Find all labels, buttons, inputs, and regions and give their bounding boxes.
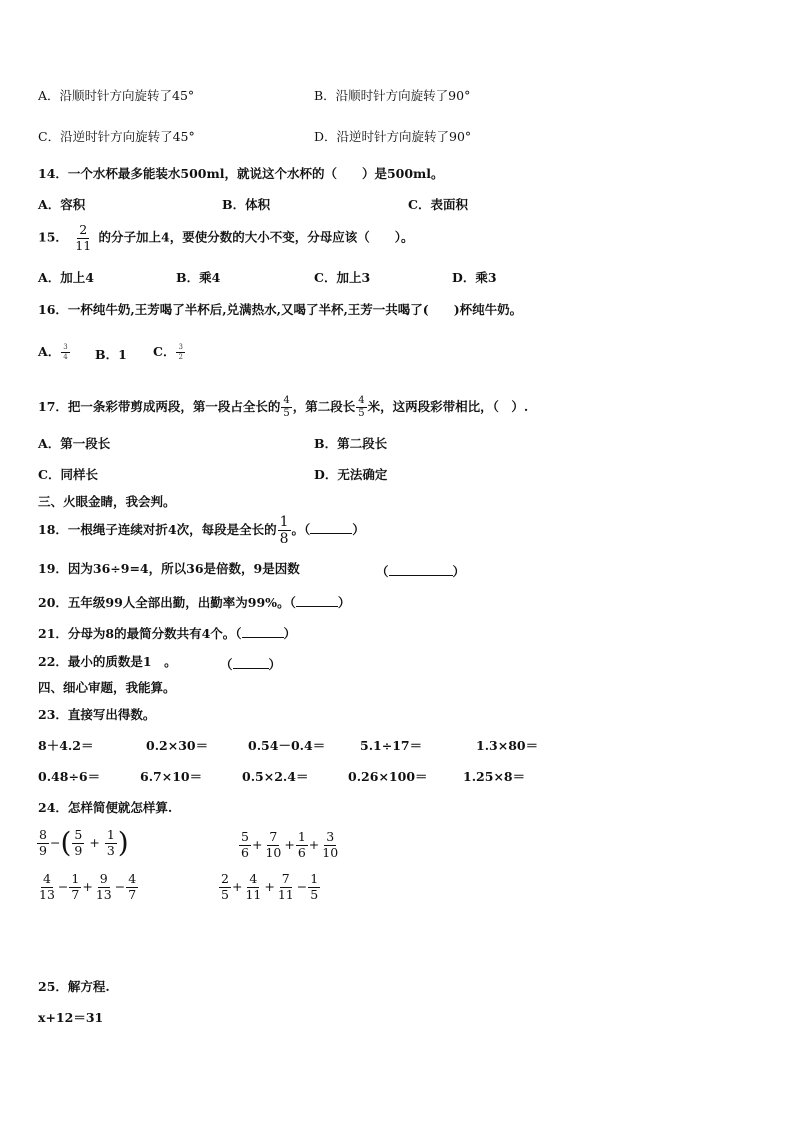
numerator: 3	[326, 829, 335, 844]
q16-a-numerator: 3	[63, 343, 68, 351]
q15-stem	[38, 224, 413, 252]
q17-mid: ，第二段长	[292, 399, 356, 414]
q14-option-c[interactable]: C．表面积	[408, 197, 468, 212]
q23-item: 8＋4.2＝	[38, 738, 94, 753]
q16-option-a[interactable]	[38, 344, 71, 361]
q17-option-c[interactable]: C．同样长	[38, 467, 98, 482]
operator: +	[264, 878, 275, 894]
numerator: 1	[106, 827, 115, 842]
q15-number: 15．	[38, 229, 68, 245]
q17-option-a[interactable]: A．第一段长	[38, 436, 111, 451]
q18-stem	[38, 515, 365, 546]
operator: +	[284, 836, 295, 852]
q13-option-d-text: D．沿逆时针方向旋转了90°	[314, 129, 472, 144]
operator: −	[49, 834, 61, 850]
q17-fraction-2	[356, 396, 366, 419]
q17-f2-numerator: 4	[358, 395, 365, 406]
q18-numerator: 1	[279, 514, 289, 530]
q18-answer-blank[interactable]	[310, 521, 352, 534]
q17-post: 米，这两段彩带相比，（ ）.	[367, 399, 529, 414]
q21-close: ）	[283, 626, 297, 641]
q18-fraction	[278, 515, 291, 546]
q23-item: 0.5×2.4＝	[242, 769, 309, 784]
denominator: 11	[245, 886, 262, 902]
q24-stem: 24．怎样简便就怎样算.	[38, 800, 173, 815]
q21-answer-blank[interactable]	[242, 625, 284, 638]
q22-answer-blank[interactable]	[233, 656, 269, 669]
q15-option-b[interactable]: B．乘4	[176, 270, 221, 285]
numerator: 4	[42, 871, 51, 886]
operator: −	[57, 878, 69, 894]
operator: −	[114, 878, 126, 894]
right-paren: )	[117, 826, 129, 859]
numerator: 1	[310, 871, 319, 886]
q20-stem	[38, 594, 350, 610]
q24-e1-frac-c	[105, 829, 117, 857]
q17-option-b[interactable]: B．第二段长	[314, 436, 388, 451]
q13-option-d[interactable]	[314, 131, 471, 144]
section-4-heading: 四、细心审题，我能算。	[38, 680, 176, 695]
q24-e3-frac-d	[126, 873, 138, 901]
q20-answer-blank[interactable]	[296, 594, 338, 607]
numerator: 4	[128, 871, 137, 886]
q13-option-a[interactable]	[38, 90, 194, 103]
q23-item: 0.54－0.4＝	[248, 738, 326, 753]
q23-item: 1.25×8＝	[463, 769, 526, 784]
denominator: 10	[265, 844, 282, 860]
q25-stem: 25．解方程.	[38, 979, 110, 994]
q18-pre: 18．一根绳子连续对折4次，每段是全长的	[38, 522, 277, 537]
q15-frac-numerator: 2	[79, 222, 88, 237]
q23-item: 0.26×100＝	[348, 769, 428, 784]
operator: +	[308, 836, 320, 852]
q24-e4-frac-d	[308, 873, 320, 901]
q24-e2-frac-b	[263, 831, 283, 859]
q16-option-b[interactable]: B．1	[95, 347, 127, 362]
numerator: 5	[241, 829, 249, 844]
denominator: 3	[106, 842, 115, 858]
denominator: 10	[322, 844, 339, 860]
q14-option-b[interactable]: B．体积	[222, 197, 271, 212]
denominator: 6	[297, 844, 306, 860]
q18-post: 。（	[291, 522, 311, 537]
q20-text: 20．五年级99人全部出勤，出勤率为99%。（	[38, 595, 296, 610]
operator: +	[231, 878, 243, 894]
q23-item: 1.3×80＝	[476, 738, 539, 753]
q24-e3-frac-a	[37, 873, 57, 901]
q17-f2-denominator: 5	[358, 408, 365, 419]
denominator: 7	[128, 886, 137, 902]
q21-stem	[38, 625, 296, 641]
numerator: 4	[249, 871, 258, 886]
q17-pre: 17．把一条彩带剪成两段，第一段占全长的	[38, 399, 281, 414]
q18-denominator: 8	[279, 531, 289, 547]
q21-text: 21．分母为8的最简分数共有4个。（	[38, 626, 242, 641]
q23-item: 0.48÷6＝	[38, 769, 101, 784]
q15-option-d[interactable]: D．乘3	[452, 270, 497, 285]
q24-e2-frac-d	[320, 831, 340, 859]
q15-frac-denominator: 11	[75, 237, 92, 253]
q23-item: 6.7×10＝	[140, 769, 203, 784]
denominator: 5	[310, 886, 319, 902]
q24-e3-frac-b	[69, 873, 81, 901]
q19-answer-blank[interactable]	[389, 563, 453, 576]
denominator: 7	[71, 886, 80, 902]
q24-expression-3	[36, 873, 139, 901]
q19-close: ）	[452, 564, 466, 579]
q23-item: 0.2×30＝	[146, 738, 209, 753]
q17-option-d[interactable]: D．无法确定	[314, 467, 388, 482]
q17-stem	[38, 396, 528, 419]
denominator: 9	[74, 842, 83, 858]
numerator: 2	[221, 871, 229, 886]
q23-item: 5.1÷17＝	[360, 738, 423, 753]
numerator: 7	[269, 829, 278, 844]
q15-option-a[interactable]: A．加上4	[38, 270, 94, 285]
denominator: 13	[39, 886, 55, 902]
q24-e2-frac-c	[296, 831, 308, 859]
q20-close: ）	[337, 595, 351, 610]
q24-e1-frac-b	[72, 829, 84, 857]
q16-stem: 16．一杯纯牛奶,王芳喝了半杯后,兑满热水,又喝了半杯,王芳一共喝了( )杯纯牛奶。	[38, 302, 523, 317]
q22-open: （	[220, 657, 233, 672]
q24-e3-frac-c	[94, 873, 114, 901]
q16-c-denominator: 2	[178, 353, 183, 361]
q13-option-b[interactable]	[314, 90, 470, 103]
denominator: 5	[221, 886, 229, 902]
q22-answer	[220, 656, 281, 672]
q25-equation-1: x+12＝31	[38, 1010, 104, 1025]
q15-fraction	[73, 224, 93, 252]
q14-stem: 14．一个水杯最多能装水500ml，就说这个水杯的（ ）是500ml。	[38, 166, 444, 181]
numerator: 1	[71, 871, 80, 886]
q16-a-denominator: 4	[63, 353, 68, 361]
q19-open: （	[376, 564, 389, 579]
operator: +	[251, 836, 263, 852]
q24-e4-frac-c	[276, 873, 296, 901]
q16-option-a-fraction	[61, 344, 69, 361]
section-3-heading: 三、火眼金睛，我会判。	[38, 494, 176, 509]
numerator: 9	[99, 871, 108, 886]
q17-f1-numerator: 4	[283, 395, 290, 406]
q18-close: ）	[352, 522, 365, 537]
q16-option-a-label: A．	[38, 344, 61, 359]
q13-option-b-text: B．沿顺时针方向旋转了90°	[314, 88, 471, 103]
denominator: 9	[39, 842, 47, 858]
q16-c-numerator: 3	[178, 343, 183, 351]
operator: −	[296, 878, 308, 894]
q24-e2-frac-a	[239, 831, 251, 859]
q22-close: ）	[268, 657, 282, 672]
q15-rest: 的分子加上4，要使分数的大小不变，分母应该（ ）。	[98, 229, 414, 245]
numerator: 8	[39, 827, 47, 842]
q24-e1-frac-a	[37, 829, 49, 857]
q15-option-c[interactable]: C．加上3	[314, 270, 371, 285]
q24-expression-1	[36, 826, 129, 859]
numerator: 7	[281, 871, 290, 886]
numerator: 5	[74, 827, 83, 842]
q16-option-c-fraction	[176, 344, 184, 361]
operator: +	[82, 878, 93, 894]
q14-option-a[interactable]: A．容积	[38, 197, 86, 212]
left-paren: (	[60, 826, 72, 859]
q13-option-c-text: C．沿逆时针方向旋转了45°	[38, 129, 195, 144]
q24-e4-frac-b	[243, 873, 263, 901]
q19-stem: 19．因为36÷9=4，所以36是倍数，9是因数	[38, 561, 300, 576]
q24-e4-frac-a	[219, 873, 231, 901]
q13-option-c[interactable]	[38, 131, 195, 144]
q24-expression-4	[218, 873, 321, 901]
denominator: 13	[95, 886, 112, 902]
q24-expression-2	[238, 831, 341, 859]
q17-fraction-1	[281, 396, 291, 419]
operator: +	[89, 834, 100, 850]
q23-stem: 23．直接写出得数。	[38, 707, 156, 722]
q16-option-c-label: C．	[153, 344, 176, 359]
numerator: 1	[297, 829, 306, 844]
q17-f1-denominator: 5	[283, 408, 290, 419]
denominator: 6	[241, 844, 249, 860]
q13-option-a-text: A．沿顺时针方向旋转了45°	[38, 88, 195, 103]
q22-stem: 22．最小的质数是1 。	[38, 654, 177, 669]
q19-answer	[376, 563, 465, 579]
q16-option-c[interactable]	[153, 344, 186, 361]
denominator: 11	[277, 886, 294, 902]
